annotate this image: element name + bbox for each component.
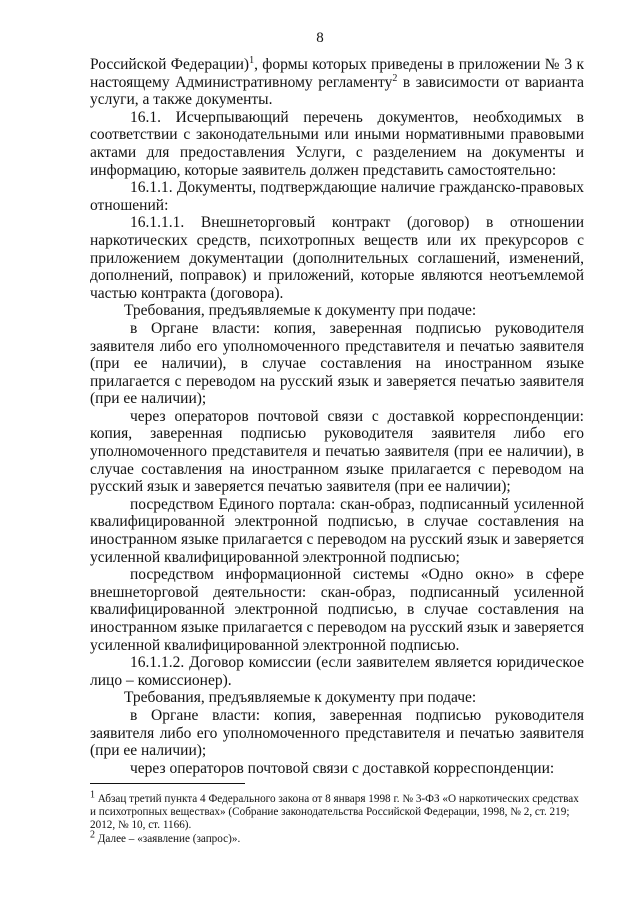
paragraph-16-1-1-1: 16.1.1.1. Внешнеторговый контракт (договор) в отношении наркотических средств, психотропных веществ или их прекурсоров с приложением документации (дополнительных соглашений, изменений, дополнений, поправок) и приложений, которые являются неотъемлемой частью контракта (договора).	[90, 214, 584, 302]
paragraph-requirements-heading: Требования, предъявляемые к документу при подаче:	[124, 689, 477, 707]
paragraph-single-window: посредством информационной системы «Одно окно» в сфере внешнеторговой деятельности: скан-образ, подписанный усиленной квалифицированной электронной подписью, в случае составления на иностранном языке прилагается с переводом на русский язык и заверяется усиленной квалифицированной электронной подписью.	[90, 566, 584, 654]
paragraph-postal: через операторов почтовой связи с доставкой корреспонденции: копия, заверенная подписью руководителя заявителя либо его уполномоченного представителя и печатью заявителя (при ее наличии), в случае составления на иностранном языке прилагается с переводом на русский язык и заверяется печатью заявителя (при ее наличии);	[90, 407, 584, 496]
paragraph-postal: через операторов почтовой связи с доставкой корреспонденции:	[130, 759, 555, 777]
footnote-ref-2[interactable]: 2	[392, 72, 398, 84]
paragraph-continuation	[90, 56, 584, 109]
footnote-2	[90, 828, 584, 846]
paragraph-16-1-1: 16.1.1. Документы, подтверждающие наличие гражданско-правовых отношений:	[90, 179, 584, 214]
footnote-text: Далее – «заявление (запрос)».	[95, 832, 241, 845]
page-number: 8	[316, 30, 324, 46]
footnote-divider	[90, 783, 245, 784]
paragraph-authority: в Органе власти: копия, заверенная подписью руководителя заявителя либо его уполномоченного представителя и печатью заявителя (при ее наличии), в случае составления на иностранном языке прилагается с переводом на русский язык и заверяется печатью заявителя (при ее наличии);	[90, 319, 584, 408]
footnotes	[90, 783, 584, 846]
document-body	[90, 56, 584, 777]
text-run: Российской Федерации)	[90, 56, 250, 73]
footnote-marker: 2	[90, 828, 95, 840]
text-run: , формы которых приведены в приложении № 3 к настоящему Административному регламенту	[90, 56, 584, 91]
paragraph-portal: посредством Единого портала: скан-образ, подписанный усиленной квалифицированной электронной подписью, в случае составления на иностранном языке прилагается с переводом на русский язык и заверяется усиленной квалифицированной электронной подписью;	[90, 495, 584, 566]
footnote-marker: 1	[90, 789, 95, 801]
paragraph-16-1-1-2: 16.1.1.2. Договор комиссии (если заявителем является юридическое лицо – комиссионер).	[90, 654, 584, 689]
paragraph-authority: в Органе власти: копия, заверенная подписью руководителя заявителя либо его уполномоченного представителя и печатью заявителя (при ее наличии);	[90, 706, 584, 760]
paragraph-requirements-heading: Требования, предъявляемые к документу при подаче:	[124, 302, 477, 320]
footnote-1	[90, 789, 584, 833]
text-run: в зависимости от варианта услуги, а также документы.	[90, 73, 584, 109]
footnote-ref-1[interactable]: 1	[249, 54, 255, 66]
footnote-text: Абзац третий пункта 4 Федерального закона от 8 января 1998 г. № 3-ФЗ «О наркотических средствах и психотропных веществах» (Собрание законодательства Российской Федерации, 1998, № 2, ст. 219; 2012, № 10, ст. 1166).	[90, 793, 579, 832]
paragraph-16-1: 16.1. Исчерпывающий перечень документов, необходимых в соответствии с законодательными или иными нормативными правовыми актами для предоставления Услуги, с разделением на документы и информацию, которые заявитель должен представить самостоятельно:	[90, 108, 584, 179]
